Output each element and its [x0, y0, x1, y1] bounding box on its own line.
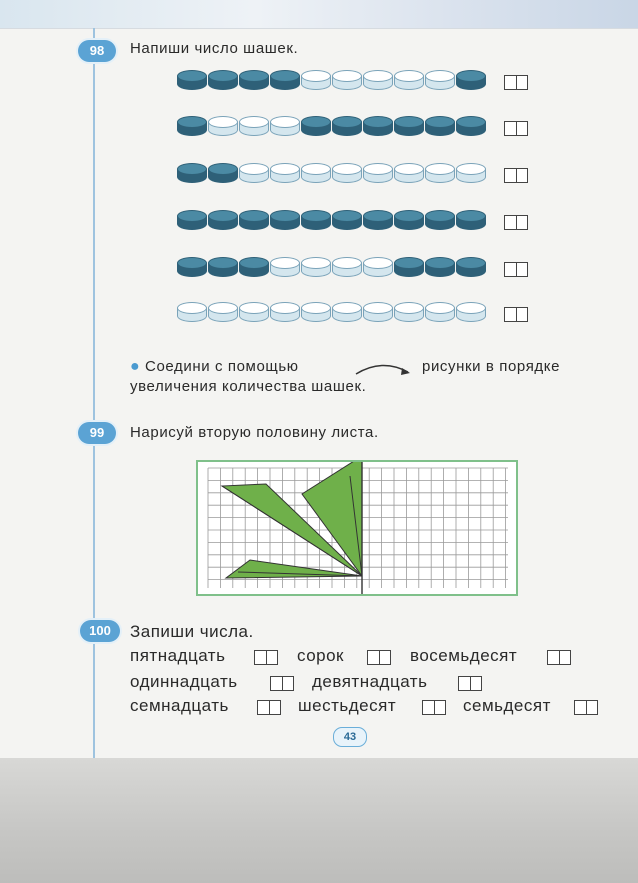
leaf-grid [198, 462, 516, 594]
checker-row [177, 210, 489, 236]
dark-checker [394, 116, 424, 140]
checker-row [177, 302, 489, 328]
light-checker [394, 302, 424, 326]
dark-checker [177, 116, 207, 140]
bullet-icon: ● [130, 358, 141, 375]
light-checker [301, 163, 331, 187]
word-seventeen: семнадцать [130, 696, 229, 715]
light-checker [425, 302, 455, 326]
dark-checker [270, 210, 300, 234]
answer-box-sixty[interactable] [422, 700, 446, 715]
dark-checker [239, 210, 269, 234]
checker-row [177, 70, 489, 96]
dark-checker [177, 210, 207, 234]
word-eleven: одиннадцать [130, 672, 238, 691]
dark-checker [208, 163, 238, 187]
task-bullet-text: Соедини с помощью [145, 358, 299, 375]
dark-checker [239, 257, 269, 281]
leaf-grid-frame [196, 460, 518, 596]
answer-box-seventeen[interactable] [257, 700, 281, 715]
light-checker [270, 302, 300, 326]
light-checker [270, 116, 300, 140]
answer-box-row[interactable] [504, 121, 528, 136]
dark-checker [332, 210, 362, 234]
light-checker [332, 70, 362, 94]
dark-checker [425, 257, 455, 281]
dark-checker [394, 210, 424, 234]
light-checker [363, 70, 393, 94]
answer-box-eleven[interactable] [270, 676, 294, 691]
dark-checker [425, 116, 455, 140]
light-checker [456, 302, 486, 326]
dark-checker [177, 163, 207, 187]
light-checker [332, 302, 362, 326]
answer-box-nineteen[interactable] [458, 676, 482, 691]
light-checker [394, 70, 424, 94]
dark-checker [208, 70, 238, 94]
light-checker [425, 70, 455, 94]
dark-checker [456, 116, 486, 140]
light-checker [363, 163, 393, 187]
answer-box-row[interactable] [504, 75, 528, 90]
dark-checker [208, 257, 238, 281]
word-forty: сорок [297, 646, 344, 665]
light-checker [394, 163, 424, 187]
dark-checker [425, 210, 455, 234]
light-checker [239, 163, 269, 187]
light-checker [456, 163, 486, 187]
light-checker [301, 302, 331, 326]
light-checker [332, 257, 362, 281]
dark-checker [270, 70, 300, 94]
page-header-decoration [0, 0, 638, 29]
dark-checker [363, 210, 393, 234]
half-leaf-drawing [222, 462, 362, 594]
dark-checker [301, 210, 331, 234]
word-sixty: шестьдесят [298, 696, 397, 715]
light-checker [239, 116, 269, 140]
exercise-98-instruction: Напиши число шашек. [130, 40, 299, 57]
word-seventy: семьдесят [463, 696, 551, 715]
exercise-98-task-line1 [130, 358, 299, 376]
margin-line [93, 28, 95, 758]
dark-checker [456, 257, 486, 281]
light-checker [208, 116, 238, 140]
exercise-100-badge: 100 [80, 620, 120, 642]
dark-checker [332, 116, 362, 140]
checker-row [177, 163, 489, 189]
answer-box-fifteen[interactable] [254, 650, 278, 665]
page-number: 43 [333, 727, 367, 747]
light-checker [363, 302, 393, 326]
light-checker [270, 163, 300, 187]
light-checker [177, 302, 207, 326]
dark-checker [239, 70, 269, 94]
page-bottom-shadow [0, 758, 638, 883]
exercise-100-instruction: Запиши числа. [130, 622, 254, 641]
checker-row [177, 116, 489, 142]
dark-checker [456, 70, 486, 94]
dark-checker [177, 70, 207, 94]
dark-checker [363, 116, 393, 140]
dark-checker [301, 116, 331, 140]
light-checker [270, 257, 300, 281]
light-checker [208, 302, 238, 326]
dark-checker [177, 257, 207, 281]
answer-box-eighty[interactable] [547, 650, 571, 665]
exercise-98-task-line2: увеличения количества шашек. [130, 378, 367, 395]
connect-arrow-icon [352, 358, 414, 378]
dark-checker [208, 210, 238, 234]
answer-box-row[interactable] [504, 168, 528, 183]
answer-box-forty[interactable] [367, 650, 391, 665]
task-rest-line1: рисунки в порядке [422, 358, 561, 375]
light-checker [301, 257, 331, 281]
light-checker [425, 163, 455, 187]
exercise-99-instruction: Нарисуй вторую половину листа. [130, 424, 379, 441]
answer-box-seventy[interactable] [574, 700, 598, 715]
answer-box-row[interactable] [504, 307, 528, 322]
answer-box-row[interactable] [504, 215, 528, 230]
word-nineteen: девятнадцать [312, 672, 428, 691]
dark-checker [456, 210, 486, 234]
light-checker [239, 302, 269, 326]
light-checker [363, 257, 393, 281]
dark-checker [394, 257, 424, 281]
word-fifteen: пятнадцать [130, 646, 226, 665]
answer-box-row[interactable] [504, 262, 528, 277]
exercise-99-badge: 99 [78, 422, 116, 444]
checker-row [177, 257, 489, 283]
light-checker [301, 70, 331, 94]
exercise-98-badge: 98 [78, 40, 116, 62]
word-eighty: восемьдесят [410, 646, 518, 665]
light-checker [332, 163, 362, 187]
